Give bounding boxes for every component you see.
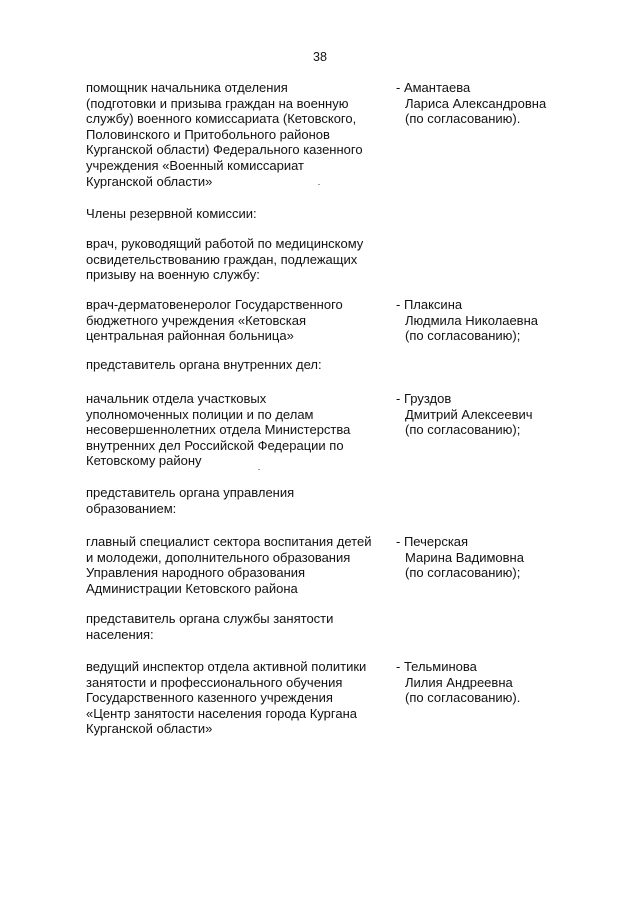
text-line: главный специалист сектора воспитания детей [86, 534, 372, 549]
person-pecherskaya [396, 534, 596, 581]
scan-speck [318, 184, 320, 185]
page-number: 38 [313, 50, 327, 64]
heading-line: Члены резервной комиссии: [86, 206, 257, 221]
person-full-name: Марина Вадимовна [405, 549, 524, 565]
person-note: (по согласованию). [405, 111, 521, 127]
person-plaksina [396, 297, 596, 344]
heading-line: представитель органа службы занятости [86, 611, 334, 626]
person-full-name: Лилия Андреевна [405, 674, 513, 690]
text-line: Курганской области) Федерального казенного [86, 142, 363, 158]
position-description-assistant-chief [86, 80, 391, 189]
person-surname: - Тельминова [396, 659, 477, 674]
text-line: «Центр занятости населения города Кургана [86, 705, 357, 721]
person-note: (по согласованию); [405, 422, 521, 438]
text-line: ведущий инспектор отдела активной политики [86, 659, 367, 674]
person-surname: - Плаксина [396, 297, 463, 312]
heading-line: освидетельствованию граждан, подлежащих [86, 251, 358, 267]
section-heading-reserve-members [86, 206, 257, 222]
person-surname: - Груздов [396, 391, 452, 406]
text-line: врач-дерматовенеролог Государственного [86, 297, 343, 312]
text-line: бюджетного учреждения «Кетовская [86, 312, 306, 328]
person-surname: - Амантаева [396, 80, 471, 95]
role-heading-employment [86, 611, 333, 642]
role-heading-internal-affairs [86, 357, 322, 373]
scan-speck [258, 469, 260, 470]
text-line: службу) военного комиссариата (Кетовского, [86, 111, 357, 127]
text-line: несовершеннолетних отдела Министерства [86, 422, 351, 438]
person-amantaeva [396, 80, 596, 127]
role-heading-doctor [86, 236, 363, 283]
role-heading-education [86, 485, 294, 516]
person-full-name: Людмила Николаевна [405, 312, 538, 328]
person-note: (по согласованию); [405, 565, 521, 581]
text-line: центральная районная больница» [86, 328, 294, 344]
person-note: (по согласованию); [405, 328, 521, 344]
person-gruzdov [396, 391, 596, 438]
text-line: помощник начальника отделения [86, 80, 288, 95]
position-description-education-specialist [86, 534, 391, 596]
heading-line: населения: [86, 626, 154, 642]
heading-line: образованием: [86, 500, 177, 516]
position-description-employment-inspector [86, 659, 391, 737]
text-line: учреждения «Военный комиссариат [86, 157, 305, 173]
heading-line: призыву на военную службу: [86, 267, 260, 283]
person-note: (по согласованию). [405, 690, 521, 706]
text-line: Кетовскому району [86, 453, 202, 469]
position-description-police-chief [86, 391, 391, 469]
heading-line: представитель органа внутренних дел: [86, 357, 322, 372]
heading-line: представитель органа управления [86, 485, 295, 500]
text-line: (подготовки и призыва граждан на военную [86, 95, 349, 111]
text-line: и молодежи, дополнительного образования [86, 549, 351, 565]
text-line: Управления народного образования [86, 565, 306, 581]
text-line: Курганской области» [86, 721, 213, 737]
text-line: Половинского и Притобольного районов [86, 126, 330, 142]
text-line: Государственного казенного учреждения [86, 690, 333, 706]
text-line: занятости и профессионального обучения [86, 674, 343, 690]
person-full-name: Дмитрий Алексеевич [405, 406, 533, 422]
text-line: Администрации Кетовского района [86, 580, 298, 596]
person-telminova [396, 659, 596, 706]
heading-line: врач, руководящий работой по медицинскому [86, 236, 364, 251]
text-line: Курганской области» [86, 173, 213, 189]
text-line: уполномоченных полиции и по делам [86, 406, 314, 422]
position-description-dermatologist [86, 297, 391, 344]
text-line: начальник отдела участковых [86, 391, 267, 406]
person-surname: - Печерская [396, 534, 469, 549]
text-line: внутренних дел Российской Федерации по [86, 437, 344, 453]
person-full-name: Лариса Александровна [405, 95, 547, 111]
